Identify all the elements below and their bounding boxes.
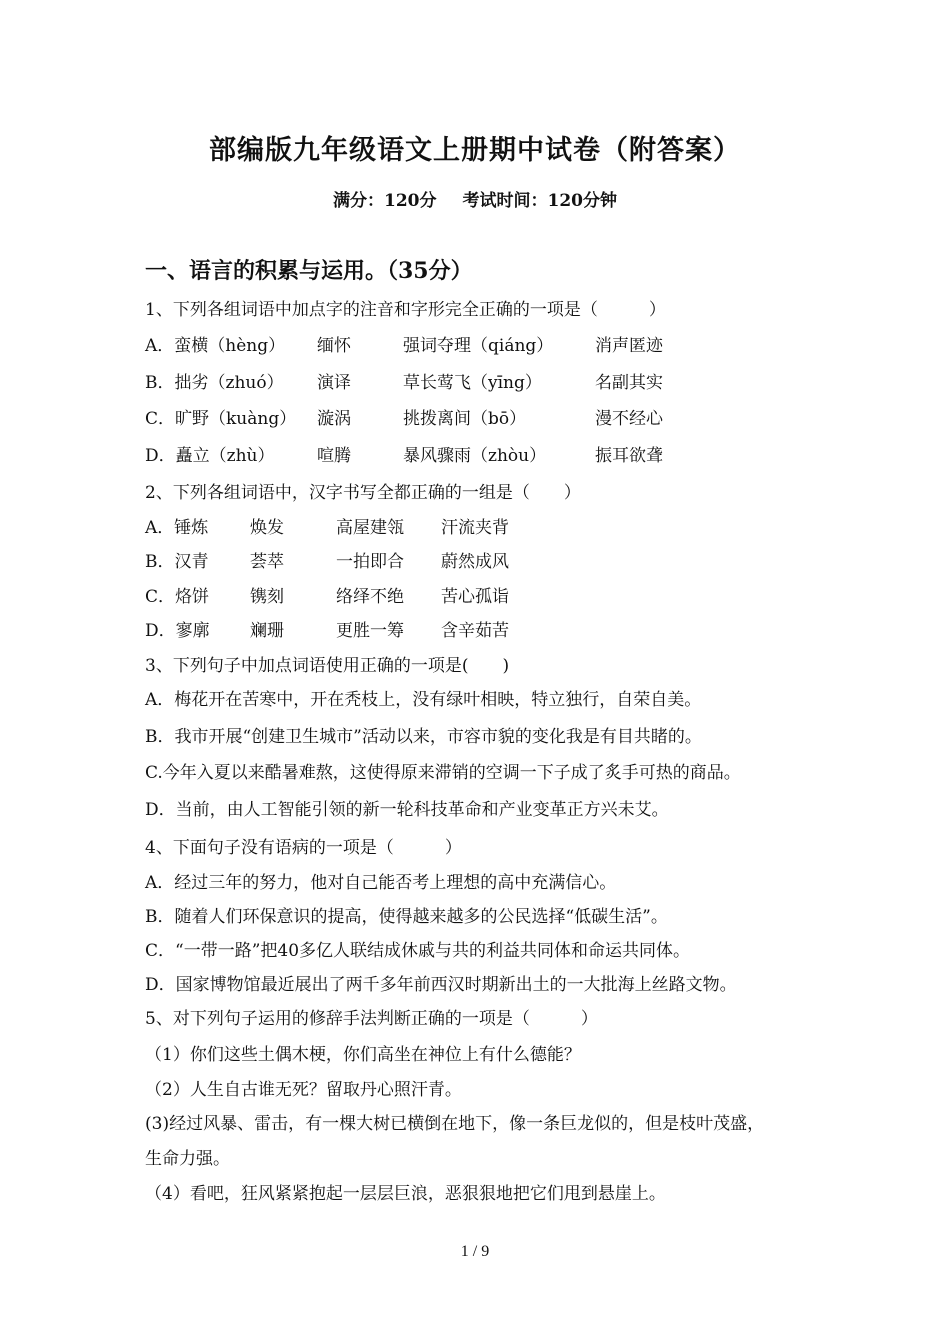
- question-4-option-c: C．“一带一路”把40多亿人联结成休戚与共的利益共同体和命运共同体。: [145, 941, 691, 961]
- option-text: 汗流夹背: [441, 518, 509, 538]
- option-text: 漩涡: [317, 409, 351, 429]
- option-text: 更胜一筹: [336, 621, 404, 641]
- option-text: 演译: [317, 373, 351, 393]
- option-text: B．拙劣（zhuó）: [145, 373, 284, 393]
- option-text: 振耳欲聋: [595, 446, 663, 466]
- option-text: 挑拨离间（bō）: [403, 409, 527, 429]
- option-text: 喧腾: [317, 446, 351, 466]
- option-text: 镌刻: [250, 587, 284, 607]
- question-3-option-a: A．梅花开在苦寒中，开在秃枝上，没有绿叶相映，特立独行，自荣自美。: [145, 690, 702, 710]
- option-text: 名副其实: [595, 373, 663, 393]
- question-3-option-b: B．我市开展“创建卫生城市”活动以来，市容市貌的变化我是有目共睹的。: [145, 727, 702, 747]
- option-text: 含辛茹苦: [441, 621, 509, 641]
- option-text: 荟萃: [250, 552, 284, 572]
- question-5-sentence-2: （2）人生自古谁无死？留取丹心照汗青。: [145, 1080, 462, 1100]
- page-number: 1 / 9: [460, 1243, 490, 1260]
- question-5-sentence-1: （1）你们这些土偶木梗，你们高坐在神位上有什么德能？: [145, 1045, 581, 1065]
- option-text: 斓珊: [250, 621, 284, 641]
- option-text: 一拍即合: [336, 552, 404, 572]
- question-5-sentence-3: (3)经过风暴、雷击，有一棵大树已横倒在地下，像一条巨龙似的，但是枝叶茂盛，: [145, 1114, 765, 1134]
- question-1-stem: 1、下列各组词语中加点字的注音和字形完全正确的一项是（ ）: [145, 300, 666, 320]
- option-text: C．旷野（kuàng）: [145, 409, 297, 429]
- question-2-stem: 2、下列各组词语中，汉字书写全都正确的一组是（ ）: [145, 483, 581, 503]
- option-text: 消声匿迹: [595, 336, 663, 356]
- question-4-option-d: D．国家博物馆最近展出了两千多年前西汉时期新出土的一大批海上丝路文物。: [145, 975, 737, 995]
- option-text: 暴风骤雨（zhòu）: [403, 446, 547, 466]
- question-4-option-a: A．经过三年的努力，他对自己能否考上理想的高中充满信心。: [145, 873, 617, 893]
- option-text: C．烙饼: [145, 587, 210, 607]
- option-text: 高屋建瓴: [336, 518, 404, 538]
- option-text: A．锤炼: [145, 518, 209, 538]
- option-text: D．寥廓: [145, 621, 210, 641]
- question-4-stem: 4、下面句子没有语病的一项是（ ）: [145, 838, 462, 858]
- option-text: D．矗立（zhù）: [145, 446, 275, 466]
- option-text: 蔚然成风: [441, 552, 509, 572]
- question-5-sentence-4: （4）看吧，狂风紧紧抱起一层层巨浪，恶狠狠地把它们甩到悬崖上。: [145, 1184, 666, 1204]
- option-text: 草长莺飞（yīng）: [403, 373, 542, 393]
- option-text: 络绎不绝: [336, 587, 404, 607]
- full-score: 满分：120分: [333, 191, 437, 211]
- question-3-stem: 3、下列句子中加点词语使用正确的一项是( ): [145, 656, 510, 676]
- question-3-option-d: D．当前，由人工智能引领的新一轮科技革命和产业变革正方兴未艾。: [145, 800, 669, 820]
- option-text: 苦心孤诣: [441, 587, 509, 607]
- option-text: 漫不经心: [595, 409, 663, 429]
- option-text: A．蛮横（hèng）: [145, 336, 286, 356]
- option-text: 强词夺理（qiáng）: [403, 336, 554, 356]
- question-4-option-b: B．随着人们环保意识的提高，使得越来越多的公民选择“低碳生活”。: [145, 907, 668, 927]
- question-3-option-c: C.今年入夏以来酷暑难熬，这使得原来滞销的空调一下子成了炙手可热的商品。: [145, 763, 741, 783]
- exam-time: 考试时间：120分钟: [462, 191, 617, 211]
- page-title: 部编版九年级语文上册期中试卷（附答案）: [209, 135, 741, 166]
- question-5-stem: 5、对下列句子运用的修辞手法判断正确的一项是（ ）: [145, 1009, 598, 1029]
- section-heading: 一、语言的积累与运用。（35分）: [145, 258, 473, 284]
- option-text: 缅怀: [317, 336, 351, 356]
- option-text: 焕发: [250, 518, 284, 538]
- option-text: B．汉青: [145, 552, 209, 572]
- exam-info: [0, 186, 950, 211]
- question-5-sentence-3-continued: 生命力强。: [145, 1149, 230, 1169]
